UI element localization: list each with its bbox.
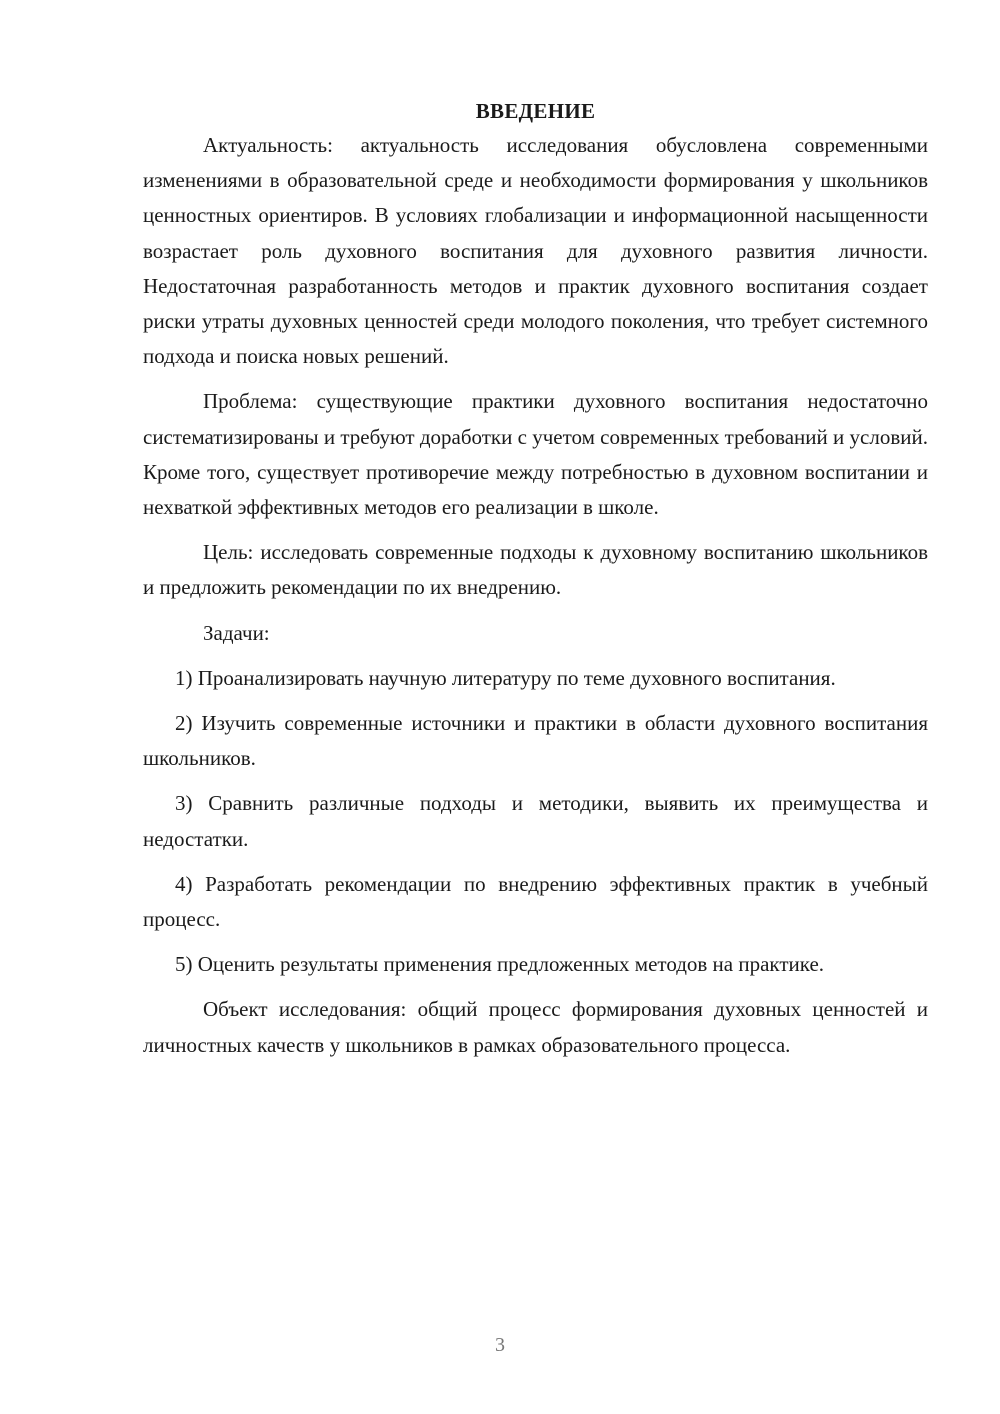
problem-paragraph: Проблема: существующие практики духовного воспитания недостаточно систематизированы и требуют доработки с учетом современных требований и условий. Кроме того, существует противоречие между потребностью в духовном воспитании и нехваткой эффективных методов его реализации в школе. xyxy=(143,389,928,520)
section-heading: ВВЕДЕНИЕ xyxy=(475,99,596,123)
document-page xyxy=(143,96,928,1073)
page-number: 3 xyxy=(495,1334,505,1356)
task-item: 2) Изучить современные источники и практики в области духовного воспитания школьников. xyxy=(143,711,928,771)
task-item: 3) Сравнить различные подходы и методики, выявить их преимущества и недостатки. xyxy=(143,791,928,851)
tasks-heading: Задачи: xyxy=(203,620,270,645)
task-item: 4) Разработать рекомендации по внедрению эффективных практик в учебный процесс. xyxy=(143,871,928,932)
goal-paragraph: Цель: исследовать современные подходы к духовному воспитанию школьников и предложить рекомендации по их внедрению. xyxy=(143,540,928,600)
task-item: 5) Оценить результаты применения предложенных методов на практике. xyxy=(175,952,825,977)
task-item: 1) Проанализировать научную литературу по теме духовного воспитания. xyxy=(175,665,836,690)
research-object-paragraph: Объект исследования: общий процесс формирования духовных ценностей и личностных качеств у школьников в рамках образовательного процесса. xyxy=(143,997,928,1057)
relevance-paragraph: Актуальность: актуальность исследования обусловлена современными изменениями в образовательной среде и необходимости формирования у школьников ценностных ориентиров. В условиях глобализации и информационной насыщенности возрастает роль духовного воспитания для духовного развития личности. Недостаточная разработанность методов и практик духовного воспитания создает риски утраты духовных ценностей среди молодого поколения, что требует системного подхода и поиска новых решений. xyxy=(143,133,928,369)
